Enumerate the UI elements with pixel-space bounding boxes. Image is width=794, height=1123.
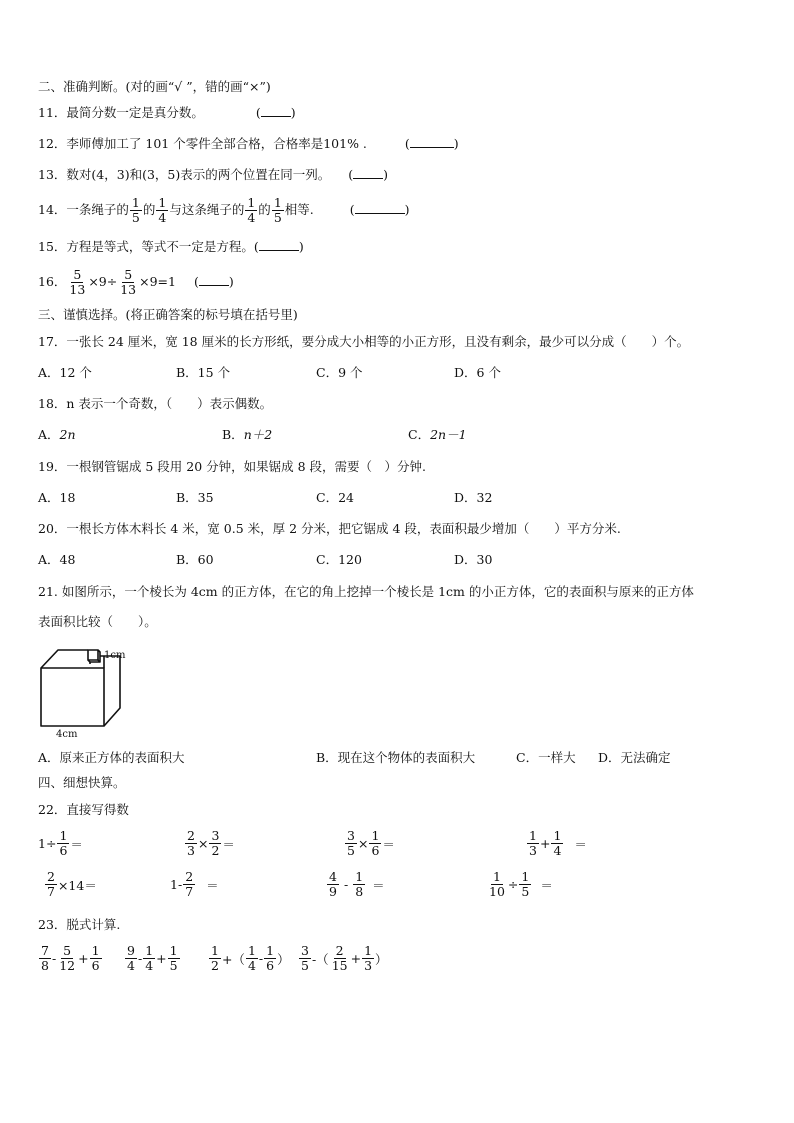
q22-expr-4[interactable]: $\frac{1}{3}$ + $\frac{1}{4}$ ＝ xyxy=(529,828,587,858)
q23-expr-3[interactable]: $\frac{1}{2}$ +（ $\frac{1}{4}$ - $\frac{1}{6}$ ） xyxy=(211,943,290,973)
q22-expr-3[interactable]: $\frac{3}{5}$ × $\frac{1}{6}$ ＝ xyxy=(347,828,395,858)
question-18: 18．n 表示一个奇数，（ ）表示偶数。 xyxy=(38,396,273,411)
q17-option-b[interactable]: B．15 个 xyxy=(176,365,231,380)
q11-answer-paren[interactable]: ( ) xyxy=(255,105,296,120)
q20-option-a[interactable]: A．48 xyxy=(38,552,76,567)
fig-label-4cm: 4cm xyxy=(56,729,78,738)
q23-expr-4[interactable]: $\frac{3}{5}$ -（ $\frac{2}{15}$ + $\frac{1}{3}$ ） xyxy=(301,943,388,973)
q22-expr-7[interactable]: $\frac{4}{9}$ - $\frac{1}{8}$ ＝ xyxy=(329,869,385,899)
q15-text: 15．方程是等式，等式不一定是方程。 xyxy=(38,239,254,254)
q19-option-d[interactable]: D．32 xyxy=(454,490,493,505)
q16-answer-paren[interactable]: ( ) xyxy=(193,274,234,289)
q17-option-c[interactable]: C．9 个 xyxy=(316,365,363,380)
question-19: 19．一根钢管锯成 5 段用 20 分钟，如果锯成 8 段，需要（ ）分钟. xyxy=(38,459,427,474)
q15-answer-paren[interactable]: ( ) xyxy=(253,239,304,254)
q17-option-a[interactable]: A．12 个 xyxy=(38,365,92,380)
fraction: $\frac{1}{4}$ xyxy=(247,195,256,225)
q22-title: 22．直接写得数 xyxy=(38,802,129,817)
q22-expr-8[interactable]: $\frac{1}{10}$ ÷ $\frac{1}{5}$ ＝ xyxy=(489,869,553,899)
q20-option-c[interactable]: C．120 xyxy=(316,552,362,567)
section3-title: 三、谨慎选择。(将正确答案的标号填在括号里) xyxy=(38,307,298,322)
question-12 xyxy=(38,135,459,153)
q12-text: 12．李师傅加工了 101 个零件全部合格，合格率是101% . xyxy=(38,136,367,151)
question-15 xyxy=(38,238,304,256)
q22-expr-1[interactable]: 1÷ $\frac{1}{6}$ ＝ xyxy=(38,828,83,858)
q18-option-a[interactable]: A．2n xyxy=(38,427,76,442)
q14-answer-paren[interactable]: ( ) xyxy=(349,202,410,217)
q13-answer-paren[interactable]: ( ) xyxy=(348,167,388,182)
q11-text: 11．最简分数一定是真分数。 xyxy=(38,105,204,120)
q19-option-a[interactable]: A．18 xyxy=(38,490,76,505)
question-11 xyxy=(38,104,296,122)
fraction: $\frac{5}{13}$ xyxy=(69,267,86,297)
section4-title: 四、细想快算。 xyxy=(38,775,126,790)
q23-title: 23．脱式计算. xyxy=(38,917,121,932)
question-14: 14．一条绳子的 $\frac{1}{5}$ 的 $\frac{1}{4}$ 与这条绳子的 $\frac{1}{4}$ 的 $\frac{1}{5}$ 相等. ( ) xyxy=(38,195,410,225)
section2-title: 二、准确判断。(对的画“√ ”，错的画“×”) xyxy=(38,79,271,94)
q21-option-d[interactable]: D．无法确定 xyxy=(598,750,671,765)
fig-label-1cm: 1cm xyxy=(104,650,126,661)
fraction: $\frac{1}{5}$ xyxy=(273,195,282,225)
fraction: $\frac{5}{13}$ xyxy=(120,267,137,297)
q22-expr-6[interactable]: 1- $\frac{2}{7}$ ＝ xyxy=(170,869,219,899)
q19-option-b[interactable]: B．35 xyxy=(176,490,214,505)
question-21-line1: 21. 如图所示，一个棱长为 4cm 的正方体，在它的角上挖掉一个棱长是 1cm 的小正方体，它的表面积与原来的正方体 xyxy=(38,584,694,599)
cube-figure xyxy=(38,646,138,738)
q18-option-b[interactable]: B．n＋2 xyxy=(222,427,273,442)
q20-option-b[interactable]: B．60 xyxy=(176,552,214,567)
question-20: 20．一根长方体木料长 4 米，宽 0.5 米，厚 2 分米，把它锯成 4 段，表面积最少增加（ ）平方分米. xyxy=(38,521,621,536)
q12-answer-paren[interactable]: ( ) xyxy=(404,136,459,151)
q19-option-c[interactable]: C．24 xyxy=(316,490,354,505)
q23-expr-1[interactable]: $\frac{7}{8}$ - $\frac{5}{12}$ + $\frac{1}{6}$ xyxy=(41,943,100,973)
question-16: 16． $\frac{5}{13}$ ×9÷ $\frac{5}{13}$ ×9=1 ( ) xyxy=(38,267,234,297)
fraction: $\frac{1}{4}$ xyxy=(158,195,167,225)
q21-option-b[interactable]: B．现在这个物体的表面积大 xyxy=(316,750,476,765)
q20-option-d[interactable]: D．30 xyxy=(454,552,493,567)
q21-option-a[interactable]: A．原来正方体的表面积大 xyxy=(38,750,185,765)
q13-text: 13．数对(4，3)和(3，5)表示的两个位置在同一列。 xyxy=(38,167,331,182)
q21-option-c[interactable]: C．一样大 xyxy=(516,750,576,765)
question-13 xyxy=(38,166,388,184)
question-21-line2: 表面积比较（ ）。 xyxy=(38,614,157,629)
q18-option-c[interactable]: C．2n－1 xyxy=(408,427,467,442)
q22-expr-2[interactable]: $\frac{2}{3}$ × $\frac{3}{2}$ ＝ xyxy=(187,828,235,858)
fraction: $\frac{1}{5}$ xyxy=(131,195,140,225)
q17-option-d[interactable]: D．6 个 xyxy=(454,365,501,380)
q22-expr-5[interactable]: $\frac{2}{7}$ ×14＝ xyxy=(47,869,97,899)
q23-expr-2[interactable]: $\frac{9}{4}$ - $\frac{1}{4}$ + $\frac{1}{5}$ xyxy=(127,943,178,973)
question-17: 17．一张长 24 厘米，宽 18 厘米的长方形纸，要分成大小相等的小正方形，且没有剩余，最少可以分成（ ）个。 xyxy=(38,334,690,349)
